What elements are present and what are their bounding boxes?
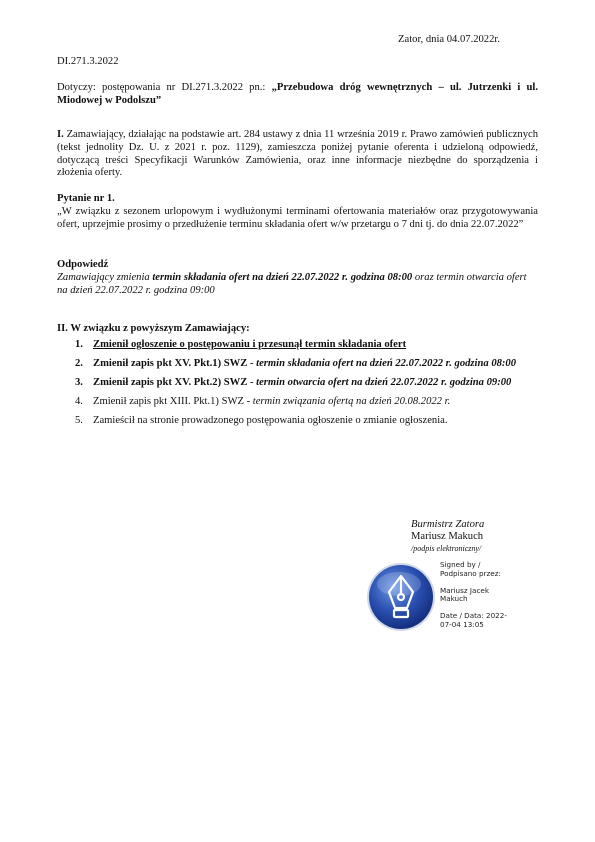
answer-heading: Odpowiedź: [57, 259, 109, 270]
list-item-text: Zmienił zapis pkt XV. Pkt.2) SWZ -: [93, 377, 257, 388]
fountain-pen-nib-seal-icon: [366, 562, 436, 632]
subject-prefix: Dotyczy: postępowania nr DI.271.3.2022 pn.:: [57, 82, 272, 93]
question-text: „W związku z sezonem urlopowym i wydłużonymi terminami ofertowania materiałów oraz przygotowywania ofert, uprzejmie prosimy o przedłużenie terminu składania ofert w/w przetargu o 7 dni tj. do dnia 22.07.2022”: [57, 206, 538, 230]
list-item-detail: termin otwarcia ofert na dzień 22.07.2022 r. godzina 09:00: [256, 377, 512, 388]
subject-line: [57, 81, 538, 107]
signer-name-line-1: Mariusz Jacek: [440, 585, 489, 595]
list-item-text: Zmienił ogłoszenie o postępowaniu i przesunął termin składania ofert: [93, 339, 407, 350]
list-item-text: Zmienił zapis pkt XV. Pkt.1) SWZ -: [93, 358, 257, 369]
reference-number: DI.271.3.2022: [57, 56, 119, 67]
digital-signature-box: [440, 561, 530, 630]
list-item-number: 1.: [75, 339, 83, 350]
list-item: [57, 414, 538, 427]
signature-date-line-2: 07-04 13:05: [440, 619, 484, 629]
list-item-detail: termin składania ofert na dzień 22.07.2022 r. godzina 08:00: [256, 358, 517, 369]
list-item-detail: termin związania ofertą na dzień 20.08.2022 r.: [252, 396, 451, 407]
signature-note: /podpis elektroniczny/: [411, 544, 482, 553]
list-item: [57, 395, 538, 408]
list-item-text: Zmienił zapis pkt XIII. Pkt.1) SWZ -: [93, 396, 253, 407]
list-item-number: 5.: [75, 415, 83, 426]
subject-title: „Przebudowa dróg wewnętrznych – ul. Jutrzenki i ul. Miodowej w Podolszu”: [57, 82, 538, 106]
list-item-number: 2.: [75, 358, 83, 369]
section-1-marker: I.: [57, 129, 64, 140]
list-item-number: 4.: [75, 396, 83, 407]
section-1-text: Zamawiający, działając na podstawie art. 284 ustawy z dnia 11 września 2019 r. Prawo zamówień publicznych (tekst jednolity Dz. U. z 2021 r. poz. 1129), zamieszcza poniżej pytanie oferenta i udzieloną odpowiedź, dotyczącą treści Specyfikacji Warunków Zamówienia, oraz inne informacje niezbędne do sporządzenia i złożenia oferty.: [57, 129, 538, 179]
section-1-paragraph: [57, 129, 538, 180]
list-item: [57, 357, 538, 370]
signed-by-label: Signed by /: [440, 560, 481, 569]
section-2-heading: II. W związku z powyższym Zamawiający:: [57, 323, 250, 334]
list-item-number: 3.: [75, 377, 83, 388]
signature-name: Mariusz Makuch: [411, 531, 484, 542]
list-item-text: Zamieścił na stronie prowadzonego postępowania ogłoszenie o zmianie ogłoszenia.: [93, 415, 448, 426]
signer-name-line-2: Makuch: [440, 594, 468, 604]
section-2-list: [57, 332, 538, 427]
list-item: [57, 376, 538, 389]
signature-title: Burmistrz Zatora: [411, 519, 485, 530]
question-heading: Pytanie nr 1.: [57, 193, 115, 204]
answer-part-3: oraz termin otwarcia ofert na dzień 22.07.2022 r. godzina 09:00: [57, 272, 527, 296]
answer-text: [57, 272, 538, 298]
place-date: Zator, dnia 04.07.2022r.: [398, 34, 500, 45]
signature-date-line-1: Date / Data: 2022-: [440, 611, 507, 621]
answer-part-1: Zamawiający zmienia: [57, 272, 153, 283]
signed-by-label-pl: Podpisano przez:: [440, 568, 501, 578]
list-item: [57, 338, 538, 351]
answer-part-2: termin składania ofert na dzień 22.07.2022 r. godzina 08:00: [152, 272, 413, 283]
